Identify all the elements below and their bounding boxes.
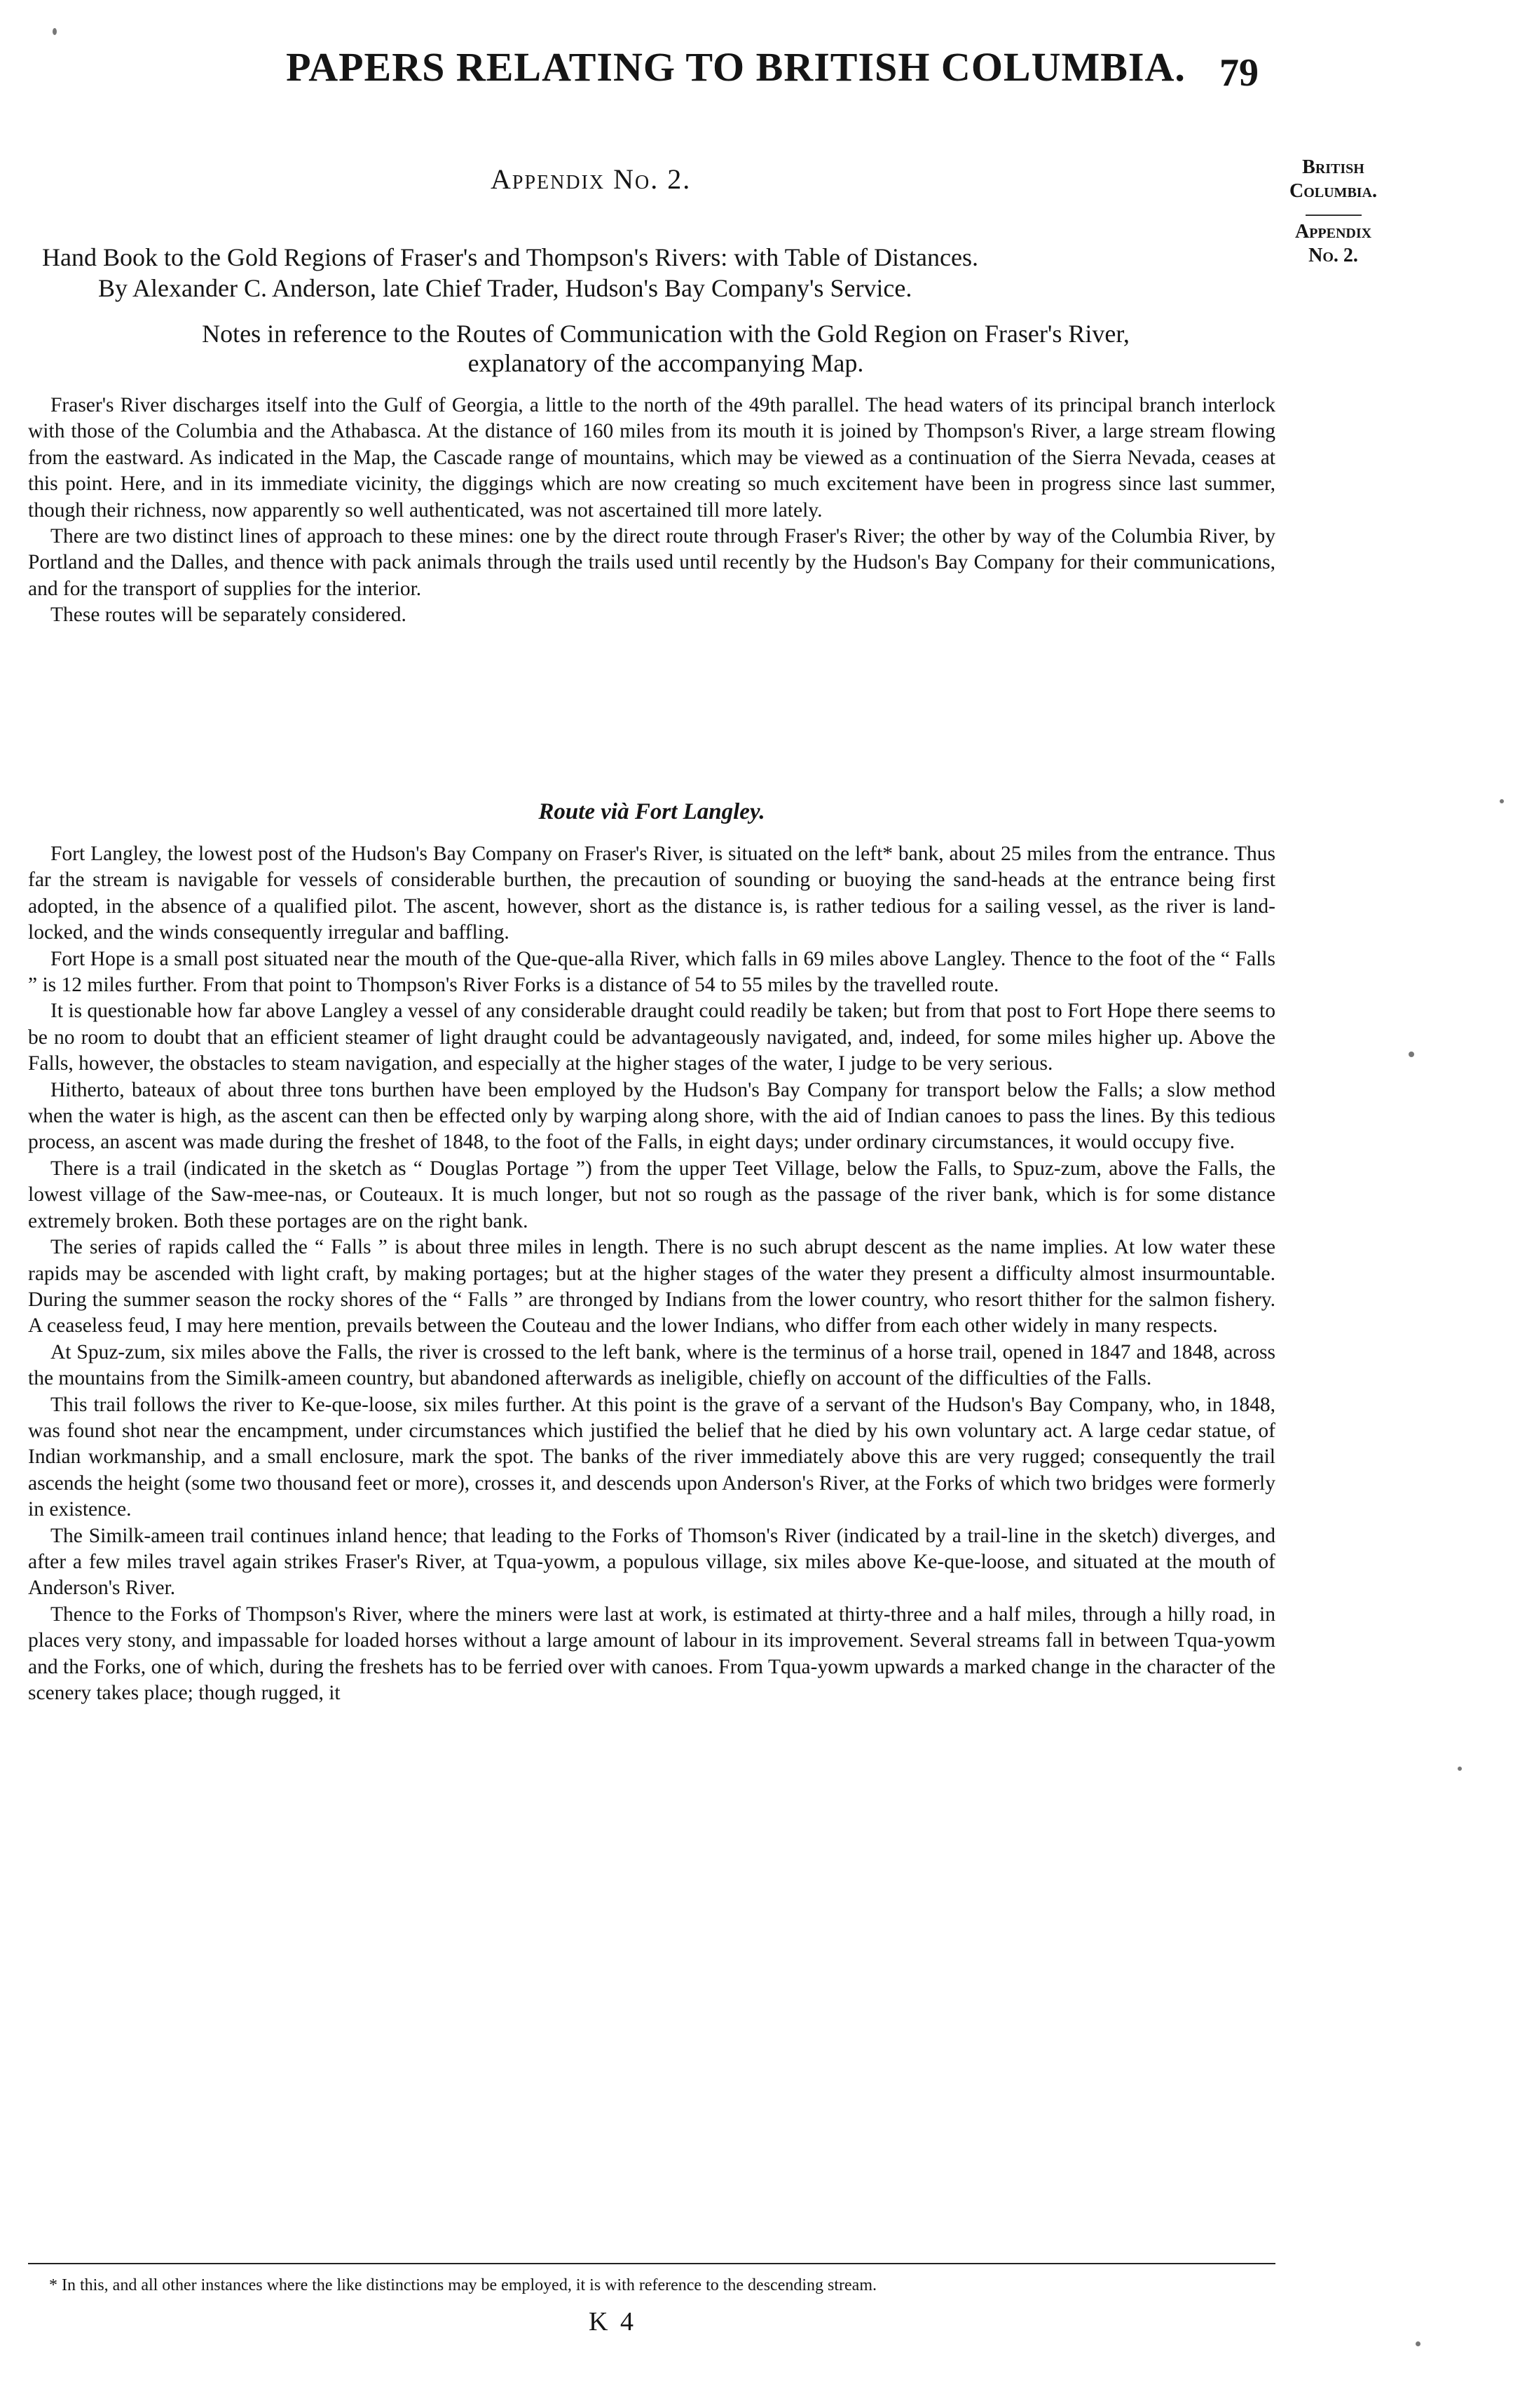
paragraph: It is questionable how far above Langley a vessel of any considerable draught could readily be taken; but from that post to Fort Hope there seems to be no room to doubt that an efficient steamer of light draught could be advantageously navigated, and, indeed, for some miles higher up. Above the Falls, however, the obstacles to steam navigation, and especially at the higher stages of the water, I judge to be very serious.	[28, 1000, 1275, 1075]
notes-heading	[42, 319, 1289, 378]
page-number: 79	[1219, 51, 1259, 95]
scan-speck	[53, 28, 57, 35]
scan-speck	[1500, 799, 1504, 803]
paragraph: There is a trail (indicated in the sketch as “ Douglas Portage ”) from the upper Teet Village, below the Falls, to Spuz-zum, above the Falls, the lowest village of the Saw-mee-nas, or Couteaux. It is much longer, but not so rough as the passage of the river bank, which is for some distance extremely broken. Both these portages are on the right bank.	[28, 1157, 1275, 1232]
route-section	[28, 841, 1275, 1706]
margin-note-colony	[1289, 156, 1377, 268]
document-heading	[42, 242, 1289, 304]
margin-note-line: Columbia.	[1289, 180, 1378, 202]
scan-speck	[1409, 1052, 1414, 1057]
paragraph: Fraser's River discharges itself into the Gulf of Georgia, a little to the north of the 49th parallel. The head waters of its principal branch interlock with those of the Columbia and the Athabasca. At the distance of 160 miles from its mouth it is joined by Thompson's River, a large stream flowing from the eastward. As indicated in the Map, the Cascade range of mountains, which may be viewed as a continuation of the Sierra Nevada, ceases at this point. Here, and in its immediate vicinity, the diggings which are now creating so much excitement have been in progress since last summer, though their richness, now apparently so well authenticated, was not ascertained till more lately.	[28, 394, 1275, 522]
paragraph: Hitherto, bateaux of about three tons burthen have been employed by the Hudson's Bay Company for transport below the Falls; a slow method when the water is high, as the ascent can then be effected only by warping along shore, with the aid of Indian canoes to pass the lines. By this tedious process, an ascent was made during the freshet of 1848, to the foot of the Falls, in eight days; under ordinary circumstances, it would occupy five.	[28, 1078, 1275, 1154]
paragraph: Fort Hope is a small post situated near the mouth of the Que-que-alla River, which falls in 69 miles above Langley. Thence to the foot of the “ Falls ” is 12 miles further. From that point to Thompson's River Forks is a distance of 54 to 55 miles by the travelled route.	[28, 947, 1275, 997]
paragraph: This trail follows the river to Ke-que-loose, six miles further. At this point is the grave of a servant of the Hudson's Bay Company, who, in 1848, was found shot near the encampment, under circumstances which justified the belief that he died by his own voluntary act. A large cedar statue, of Indian workmanship, and a small enclosure, mark the spot. The banks of the river immediately above this are very rugged; consequently the trail ascends the height (some two thousand feet or more), crosses it, and descends upon Anderson's River, at the Forks of which two bridges were formerly in existence.	[28, 1393, 1275, 1521]
paragraph: The Similk-ameen trail continues inland hence; that leading to the Forks of Thomson's River (indicated by a trail-line in the sketch) diverges, and after a few miles travel again strikes Fraser's River, at Tqua-yowm, a populous village, six miles above Ke-que-loose, and situated at the mouth of Anderson's River.	[28, 1524, 1275, 1600]
intro-section	[28, 393, 1275, 629]
margin-divider	[1306, 215, 1362, 216]
heading-title: Hand Book to the Gold Regions of Fraser's and Thompson's Rivers: with Table of Distances.	[42, 243, 978, 271]
paragraph: Fort Langley, the lowest post of the Hudson's Bay Company on Fraser's River, is situated on the left* bank, about 25 miles from the entrance. Thus far the stream is navigable for vessels of considerable burthen, the precaution of sounding or buoying the sand-heads at the entrance being first adopted, in the absence of a qualified pilot. The ascent, however, short as the distance is, is rather tedious for a sailing vessel, as the river is land-locked, and the winds consequently irregular and baffling.	[28, 843, 1275, 944]
section-heading: Route vià Fort Langley.	[538, 799, 765, 824]
paragraph: There are two distinct lines of approach to these mines: one by the direct route through Fraser's River; the other by way of the Columbia River, by Portland and the Dalles, and thence with pack animals through the trails used until recently by the Hudson's Bay Company for their communications, and for the transport of supplies for the interior.	[28, 525, 1275, 600]
scan-speck	[1416, 2341, 1420, 2346]
signature-mark: K 4	[589, 2307, 636, 2336]
margin-note-line: Appendix	[1294, 221, 1372, 243]
footnote-divider	[28, 2263, 1275, 2264]
paragraph: The series of rapids called the “ Falls ” is about three miles in length. There is no such abrupt descent as the name implies. At low water these rapids may be ascended with light craft, by making portages; but at the higher stages of the water they present a difficulty almost insurmountable. During the summer season the rocky shores of the “ Falls ” are thronged by Indians from the lower country, who resort thither for the salmon fishery. A ceaseless feud, I may here mention, prevails between the Couteau and the lower Indians, who differ from each other widely in many respects.	[28, 1236, 1275, 1338]
heading-author: By Alexander C. Anderson, late Chief Trader, Hudson's Bay Company's Service.	[98, 274, 912, 302]
margin-note-line: British	[1302, 156, 1364, 178]
appendix-title: Appendix No. 2.	[491, 163, 692, 195]
footnote: * In this, and all other instances where the like distinctions may be employed, it is with reference to the descending stream.	[49, 2276, 877, 2294]
scan-speck	[1458, 1767, 1462, 1771]
paragraph: These routes will be separately considered.	[50, 604, 406, 627]
paragraph: Thence to the Forks of Thompson's River, where the miners were last at work, is estimated at thirty-three and a half miles, through a hilly road, in places very stony, and impassable for loaded horses without a large amount of labour in its improvement. Several streams fall in between Tqua-yowm and the Forks, one of which, during the freshets has to be ferried over with canoes. From Tqua-yowm upwards a marked change in the character of the scenery takes place; though rugged, it	[28, 1603, 1275, 1704]
notes-line: explanatory of the accompanying Map.	[467, 349, 864, 377]
margin-note-line: No. 2.	[1308, 245, 1358, 266]
notes-line: Notes in reference to the Routes of Communication with the Gold Region on Fraser's River,	[202, 320, 1130, 348]
paragraph: At Spuz-zum, six miles above the Falls, the river is crossed to the left bank, where is the terminus of a horse trail, opened in 1847 and 1848, across the mountains from the Similk-ameen country, but abandoned afterwards as ineligible, chiefly on account of the difficulties of the Falls.	[28, 1340, 1275, 1390]
running-head: PAPERS RELATING TO BRITISH COLUMBIA.	[286, 44, 1186, 90]
